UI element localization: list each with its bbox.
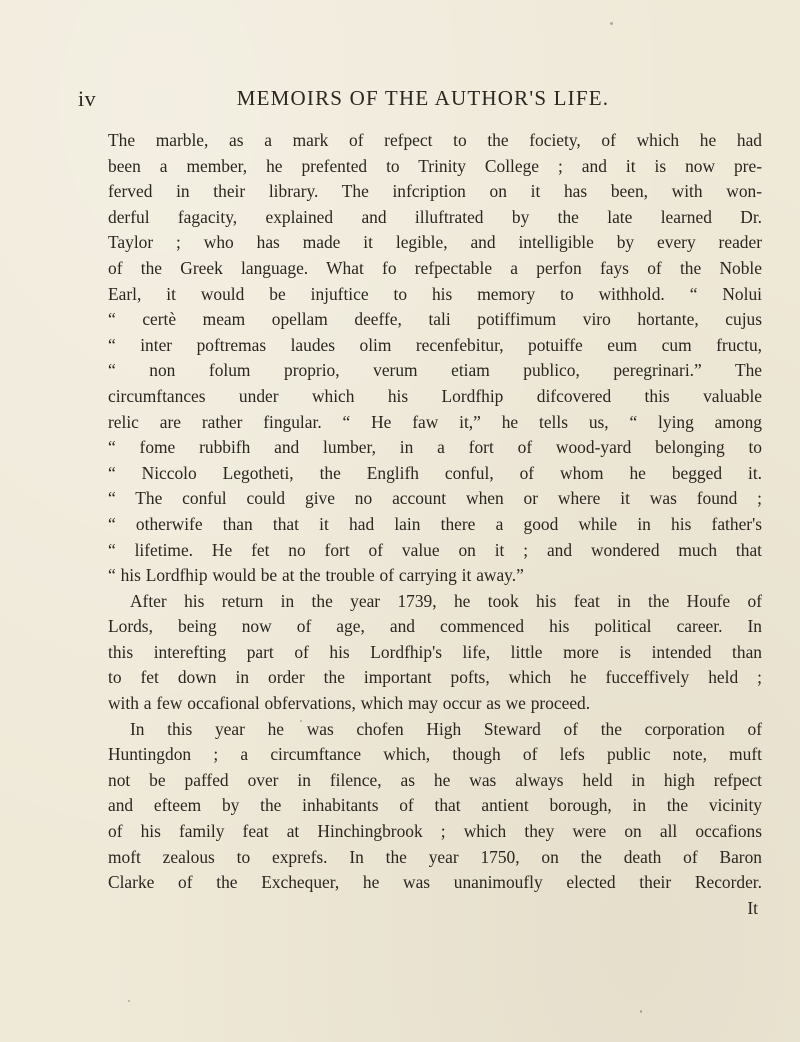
text-line: “ inter poftremas laudes olim recenfebitur, potuiffe eum cum fructu, (108, 334, 762, 355)
catchword: It (747, 897, 758, 918)
text-line: been a member, he prefented to Trinity College ; and it is now pre- (108, 155, 762, 176)
text-line: “ fome rubbifh and lumber, in a fort of wood-yard belonging to (108, 437, 762, 458)
text-line: “ certè meam opellam deeffe, tali potiffimum viro hortante, cujus (108, 309, 762, 330)
text-line: “ The conful could give no account when or where it was found ; (108, 488, 762, 509)
text-line: circumftances under which his Lordfhip difcovered this valuable (108, 385, 762, 406)
text-line: “ lifetime. He fet no fort of value on it ; and wondered much that (108, 539, 762, 560)
text-line: “ otherwife than that it had lain there a good while in his father's (108, 513, 762, 534)
text-line: “ non folum proprio, verum etiam publico, peregrinari.” The (108, 360, 762, 381)
text-line: of the Greek language. What fo refpectable a perfon fays of the Noble (108, 257, 762, 278)
text-line: “ his Lordfhip would be at the trouble of carrying it away.” (108, 565, 524, 586)
text-line: The marble, as a mark of refpect to the fociety, of which he had (108, 130, 762, 150)
page-number: iv (78, 86, 97, 111)
text-line: “ Niccolo Legotheti, the Englifh conful, of whom he begged it. (108, 462, 762, 483)
text-line: moft zealous to exprefs. In the year 1750, on the death of Baron (108, 846, 762, 867)
text-line: Earl, it would be injuftice to his memory to withhold. “ Nolui (108, 283, 762, 304)
text-line: ferved in their library. The infcription on it has been, with won- (108, 181, 762, 202)
text-line: to fet down in order the important pofts, which he fucceffively held ; (108, 667, 762, 688)
paper-speck (610, 22, 613, 25)
text-line: After his return in the year 1739, he took his feat in the Houfe of (130, 590, 762, 611)
text-line: Lords, being now of age, and commenced his political career. In (108, 616, 762, 637)
text-line: not be paffed over in filence, as he was always held in high refpect (108, 769, 762, 790)
text-line: with a few occafional obfervations, which may occur as we proceed. (108, 693, 591, 714)
paper-speck (300, 720, 302, 722)
text-line: of his family feat at Hinchingbrook ; which they were on all occafions (108, 821, 762, 842)
text-line: Taylor ; who has made it legible, and intelligible by every reader (108, 232, 762, 253)
text-line: this interefting part of his Lordfhip's life, little more is intended than (108, 641, 762, 662)
text-line: and efteem by the inhabitants of that antient borough, in the vicinity (108, 795, 762, 816)
text-line: derful fagacity, explained and illuftrated by the late learned Dr. (108, 206, 762, 227)
paper-speck (128, 1000, 130, 1002)
text-line: Huntingdon ; a circumftance which, though of lefs public note, muft (108, 744, 762, 765)
paper-speck (640, 1010, 642, 1013)
text-line: relic are rather fingular. “ He faw it,” he tells us, “ lying among (108, 411, 762, 432)
text-line: Clarke of the Exchequer, he was unanimoufly elected their Recorder. (108, 872, 762, 893)
text-line: In this year he was chofen High Steward of the corporation of (130, 718, 762, 739)
body-text (108, 128, 762, 921)
running-head: MEMOIRS OF THE AUTHOR'S LIFE. (236, 86, 610, 110)
page-header (78, 82, 768, 116)
